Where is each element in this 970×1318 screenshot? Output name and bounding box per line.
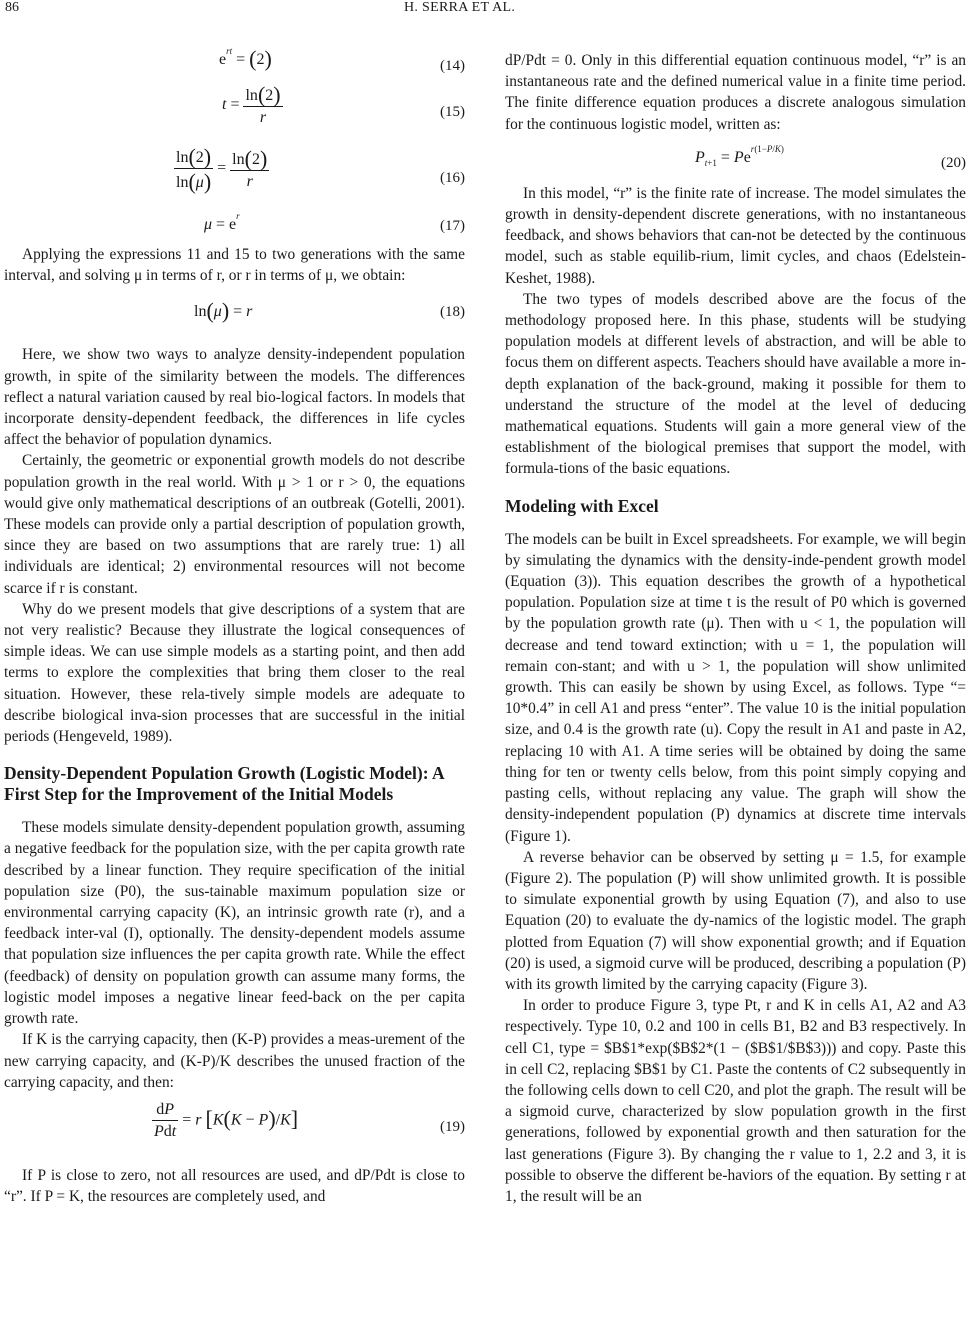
equation-number: (17) xyxy=(440,218,465,234)
equation-14: $e^{rt} = (2)$ (14) xyxy=(4,38,465,82)
paragraph: In order to produce Figure 3, type Pt, r and K in cells A1, A2 and A3 respectively. Type 10, 0.2 and 100 in cells B1, B2 and B3 respectively. In cell C1, type = $B$1*exp($B$2*(1 − ($B$1/$B$3))) and copy. Paste this in cell C2, replacing $B$1 by C1. Paste the contents of C2 subsequently in the following cells down to cell C20, and plot the graph. The result will be a sigmoid curve, characterized by slow population growth in the first generations, followed by exponential growth and then saturation for the last generations (Figure 3). By changing the r value to 1, 2.2 and 3, it is possible to observe the different be-haviors of the equation. By setting r at 1, the result will be an xyxy=(505,997,966,1205)
paragraph: If P is close to zero, not all resources are used, and dP/Pdt is close to “r”. If P = K, the resources are completely used, and xyxy=(4,1166,465,1206)
equation-number: (19) xyxy=(440,1118,465,1135)
equation-15: t = $\frac{\ln(2)}{r}$ (15) xyxy=(222,82,465,127)
left-column xyxy=(4,38,465,1207)
paragraph: Why do we present models that give descriptions of a system that are not very realistic? Because they illustrate the logical consequences of simple ideas. We can use simple models as a starting point, and then add terms to explore the complexities that bring them closer to the real situation. However, these rela-tively simple models are adequate to describe biological inva-sion processes that are successful in the initial periods (Hengeveld, 1989). xyxy=(4,600,465,746)
running-head: H. SERRA ET AL. xyxy=(404,0,516,15)
equation-17: $\mu = e^r$ (17) xyxy=(4,202,465,244)
page-number: 86 xyxy=(5,0,19,15)
paragraph: If K is the carrying capacity, then (K-P) provides a meas-urement of the new carrying capacity, and (K-P)/K describes the unused fraction of the carrying capacity, and then: xyxy=(4,1031,465,1091)
equation-16: $\frac{\ln(2)}{\ln(\mu)}$ = $\frac{\ln(2)}{r}$ (16) xyxy=(176,144,465,195)
right-column xyxy=(505,50,966,1207)
paragraph: The two types of models described above are the focus of the methodology proposed here. In this phase, students will be studying population models at different levels of abstraction, and will be able to focus them on different aspects. Teachers should have available a more in-depth explanation of the back-ground, making it possible for them to understand the structure of the model at the level of deducing mathematical equations. Students will gain a more general view of the establishment of the biological premises that support the model, with formula-tions of the basic equations. xyxy=(505,290,966,478)
equation-number: (16) xyxy=(440,170,465,186)
equation-20: $P_{t+1} = Pe^{r(1-P/K)}$ (20) xyxy=(505,135,966,183)
equation-number: (15) xyxy=(440,104,465,120)
equation-18: ln(μ) = r (18) xyxy=(194,298,465,324)
paragraph: In this model, “r” is the finite rate of increase. The model simulates the growth in density-dependent discrete generations, with no instantaneous feedback, and shows behaviors that can-not be detected by the continuous model, such as stable equilib-rium, limit cycles, and chaos (Edelstein-Keshet, 1988). xyxy=(505,184,966,287)
paragraph: Here, we show two ways to analyze density-independent population growth, in spite of the similarity between the models. The differences reflect a natural variation caused by real bio-logical factors. In models that incorporate density-dependent feedback, the differences in life cycles affect the behavior of population dynamics. xyxy=(4,346,465,449)
paragraph: A reverse behavior can be observed by setting μ = 1.5, for example (Figure 2). The population (P) will show unlimited growth. It is possible to simulate exponential growth by using Equation (7), and also to use Equation (20) to evaluate the dy-namics of the logistic model. The graph plotted from Equation (7) will show exponential growth; and if Equation (20) is used, a sigmoid curve will be produced, describing a population (P) with its growth limited by the carrying capacity (Figure 3). xyxy=(505,848,966,993)
paragraph: Applying the expressions 11 and 15 to two generations with the same interval, and solving μ in terms of r, or r in terms of μ, we obtain: xyxy=(4,246,465,285)
page-header xyxy=(0,0,970,22)
paragraph: Certainly, the geometric or exponential growth models do not describe population growth in the real world. With μ > 1 or r > 0, the equations would give only mathematical descriptions of an outbreak (Gotelli, 2001). These models can provide only a partial description of population growth, since they are based on two assumptions that are rarely true: 1) all individuals are identical; 2) environmental resources will not become scarce if r is constant. xyxy=(4,452,465,597)
equation-19: dP Pdt = r [K(K − P)/K] (19) xyxy=(154,1100,465,1141)
section-heading: Modeling with Excel xyxy=(505,495,659,516)
equation-number: (18) xyxy=(440,304,465,321)
section-heading: Density-Dependent Population Growth (Logistic Model): A First Step for the Improvement of the Initial Models xyxy=(4,763,444,805)
equation-number: (14) xyxy=(440,58,465,74)
paragraph: These models simulate density-dependent population growth, assuming a negative feedback for the population size, with the per capita growth rate described by a linear function. They require specification of the initial population size (P0), the sus-tainable maximum population size or environmental carrying capacity (K), an intrinsic growth rate (r), and a feedback inter-val (I), optionally. The density-dependent models assume that population size influences the per capita growth rate. While the effect (feedback) of density on population growth can assume many forms, the logistic model imposes a negative linear feed-back on the per capita growth rate. xyxy=(4,819,465,1028)
paragraph: The models can be built in Excel spreadsheets. For example, we will begin by simulating the dynamics with the density-inde-pendent growth model (Equation (3)). This equation describes the growth of a hypothetical population. Population size at time t is the result of P0 which is governed by the population growth rate (μ). Then with u < 1, the population will decrease and tend toward extinction; with u = 1, the population will remain con-stant; and with u > 1, the population will show unlimited growth. This can easily be shown by using Excel, as follows. Type “= 10*0.4” in cell A1 and press “enter”. The value 10 is the initial population size, and 0.4 is the growth rate (u). Copy the result in A1 and paste in A2, replacing 10 with A1. A time series will be obtained by doing the same thing for ten or twenty cells below, from this point simply copying and pasting cells, without replacing any value. The graph will show the density-independent population (P) dynamics at discrete time intervals (Figure 1). xyxy=(505,530,966,845)
paragraph: dP/Pdt = 0. Only in this differential equation continuous model, “r” is an instantaneous rate and the defined numerical value in a finite time period. The finite difference equation produces a discrete analogous simulation for the continuous logistic model, written as: xyxy=(505,52,966,133)
equation-number: (20) xyxy=(941,154,966,171)
